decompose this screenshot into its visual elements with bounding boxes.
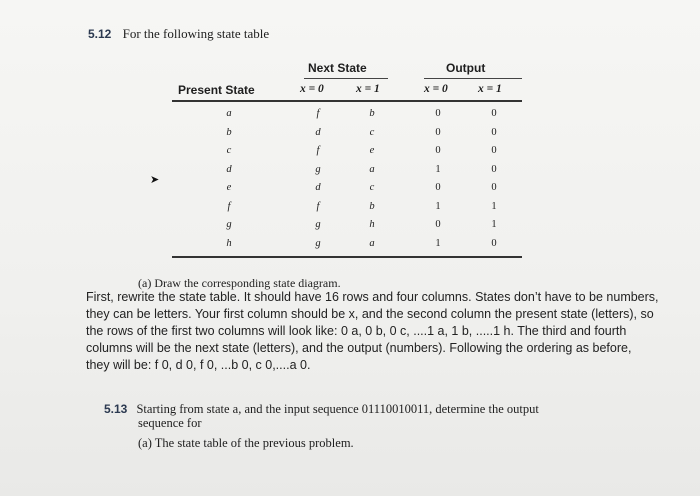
table-cell-ns0: g xyxy=(315,163,321,175)
table-cell-ns0: f xyxy=(316,145,320,156)
instruction-paragraph xyxy=(86,289,666,374)
problem-513-number: 5.13 xyxy=(104,402,128,416)
table-cell-ns0: f xyxy=(316,200,320,212)
instruction-line: First, rewrite the state table. It should have 16 rows and four columns. States don’t have to be numbers, xyxy=(86,290,659,304)
output-rule xyxy=(424,78,522,79)
table-cell-present: h xyxy=(226,237,232,249)
problem-number: 5.12 xyxy=(88,27,112,41)
table-cell-present: b xyxy=(226,126,232,138)
table-cell-out0: 0 xyxy=(435,145,441,156)
table-cell-out1: 0 xyxy=(491,163,497,175)
present-state-header: Present State xyxy=(178,83,255,97)
table-cell-ns1: c xyxy=(369,126,375,138)
table-cell-out0: 1 xyxy=(435,200,441,212)
table-cell-out0: 1 xyxy=(435,163,441,175)
table-cell-ns0: d xyxy=(315,126,321,138)
ns-x0-header: x = 0 xyxy=(300,83,324,95)
instruction-line: columns will be the next state (letters), and the output (numbers). Following the ordering as before, xyxy=(86,341,632,355)
problem-513-part-a: (a) The state table of the previous problem. xyxy=(138,436,354,450)
table-cell-ns0: g xyxy=(315,219,321,230)
bottom-rule xyxy=(172,256,522,258)
table-cell-ns1: b xyxy=(369,108,375,119)
table-cell-present: c xyxy=(226,145,232,156)
problem-513 xyxy=(104,402,664,430)
problem-513-line1: Starting from state a, and the input sequence 01110010011, determine the output xyxy=(136,402,539,416)
problem-title: For the following state table xyxy=(122,26,270,41)
table-cell-present: f xyxy=(227,200,231,212)
table-cell-ns1: h xyxy=(369,219,375,230)
instruction-line: they will be: f 0, d 0, f 0, ...b 0, c 0,....a 0. xyxy=(86,358,311,372)
table-cell-present: d xyxy=(226,163,232,175)
table-cell-out1: 0 xyxy=(491,145,497,156)
next-state-rule xyxy=(304,78,388,79)
table-cell-out0: 1 xyxy=(435,237,441,249)
table-cell-ns0: f xyxy=(316,108,320,119)
table-cell-ns1: b xyxy=(369,200,375,212)
table-cell-ns1: a xyxy=(369,237,375,249)
out-x1-header: x = 1 xyxy=(478,83,502,95)
problem-513-line2: sequence for xyxy=(138,416,202,430)
ns-x1-header: x = 1 xyxy=(356,83,380,95)
table-cell-out1: 0 xyxy=(491,126,497,138)
table-cell-present: a xyxy=(226,108,232,119)
table-cell-out1: 1 xyxy=(491,200,497,212)
table-cell-ns0: g xyxy=(315,237,321,249)
table-cell-present: e xyxy=(226,182,232,193)
table-cell-out0: 0 xyxy=(435,108,441,119)
table-cell-out1: 0 xyxy=(491,182,497,193)
table-cell-out0: 0 xyxy=(435,182,441,193)
table-cell-out0: 0 xyxy=(435,126,441,138)
out-x0-header: x = 0 xyxy=(424,83,448,95)
part-a-text: (a) Draw the corresponding state diagram. xyxy=(138,276,341,290)
table-cell-ns1: a xyxy=(369,163,375,175)
instruction-line: they can be letters. Your first column should be x, and the second column the present state (letters), so xyxy=(86,307,654,321)
table-cell-ns1: c xyxy=(369,182,375,193)
cursor-arrow-icon: ➤ xyxy=(150,174,160,186)
output-header: Output xyxy=(446,61,486,75)
table-cell-ns1: e xyxy=(369,145,375,156)
table-cell-out0: 0 xyxy=(435,219,441,230)
header-rule xyxy=(172,100,522,102)
table-cell-ns0: d xyxy=(315,182,321,193)
table-cell-present: g xyxy=(226,219,232,230)
table-cell-out1: 0 xyxy=(491,237,497,249)
table-cell-out1: 1 xyxy=(491,219,497,230)
instruction-line: the rows of the first two columns will look like: 0 a, 0 b, 0 c, ....1 a, 1 b, .....1 h. The third and fourth xyxy=(86,324,627,338)
table-cell-out1: 0 xyxy=(491,108,497,119)
next-state-header: Next State xyxy=(308,61,367,75)
